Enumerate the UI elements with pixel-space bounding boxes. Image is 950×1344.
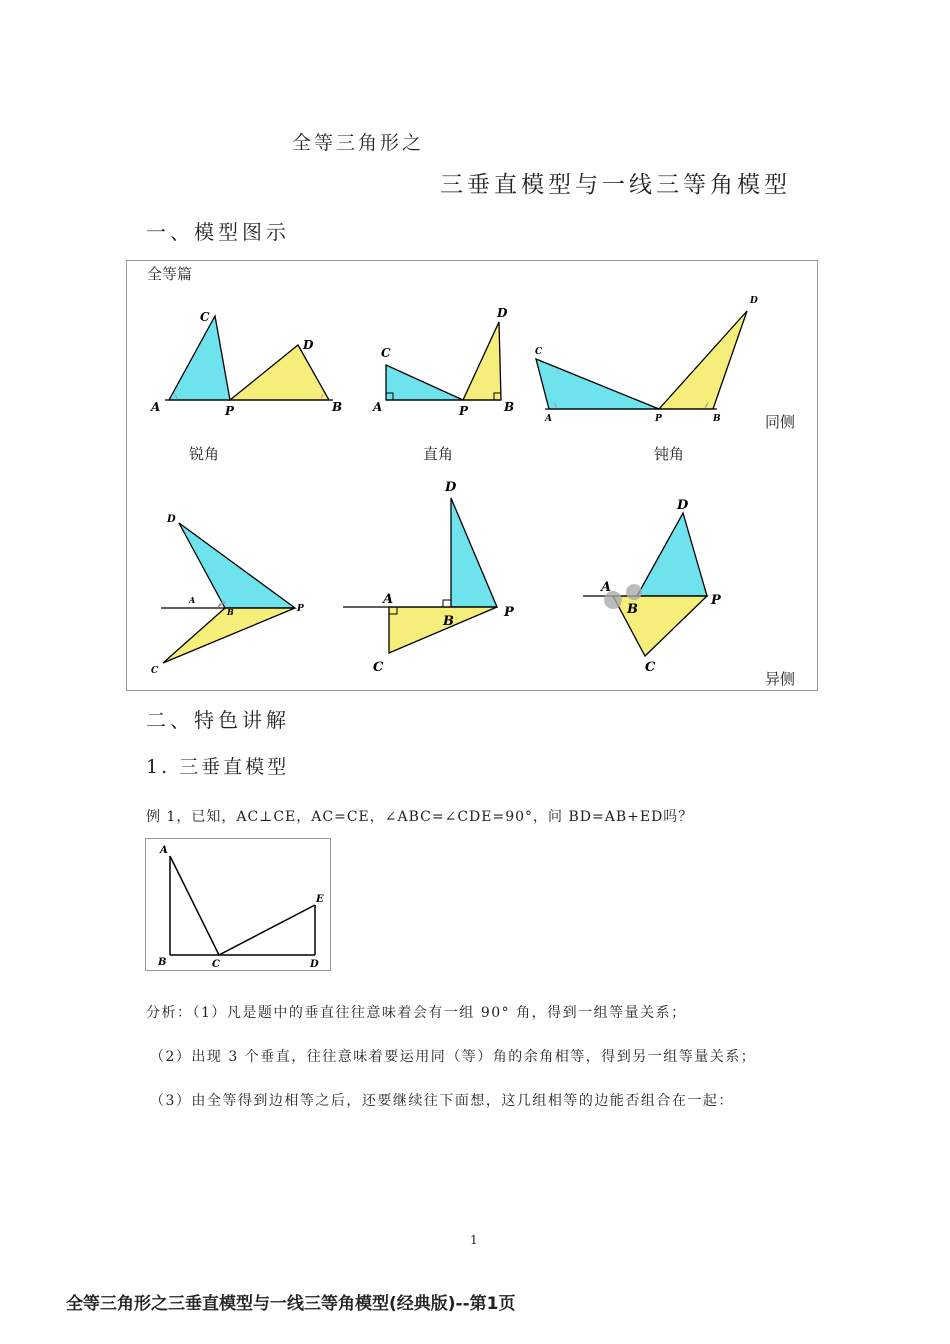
fig3-label-A: A: [545, 414, 552, 424]
fig5-label-D: D: [445, 480, 457, 495]
fig2-label-C: C: [381, 346, 391, 360]
fig2-label-B: B: [504, 400, 515, 414]
figure-acute: [150, 310, 342, 418]
title-line1: 全等三角形之: [292, 132, 425, 154]
fig3-label-B: B: [713, 414, 721, 424]
fig1-label-A: A: [151, 400, 161, 414]
footer-document-title: 全等三角形之三垂直模型与一线三等角模型(经典版)--第1页: [66, 1294, 516, 1314]
fig4-label-B: B: [227, 607, 234, 617]
caption-obtuse: 钝角: [654, 445, 685, 463]
fig6-label-B: B: [627, 602, 638, 617]
box-label-congruent: 全等篇: [147, 265, 193, 283]
figure-right: [372, 306, 514, 418]
subsection-heading-three-perpendicular: 1. 三垂直模型: [146, 756, 290, 778]
box-label-same-side: 同侧: [765, 413, 796, 431]
fig5-label-B: B: [443, 614, 454, 629]
caption-right: 直角: [423, 445, 454, 463]
section-heading-feature-explanation: 二、特色讲解: [146, 708, 290, 732]
fig3-label-D: D: [750, 296, 758, 306]
ex-label-D: D: [310, 959, 319, 970]
page-number: 1: [470, 1233, 478, 1247]
fig6-label-A: A: [601, 580, 612, 595]
section-heading-model-diagrams: 一、模型图示: [146, 220, 290, 244]
title-line2: 三垂直模型与一线三等角模型: [440, 172, 791, 198]
example-1-text: 例 1，已知，AC⊥CE，AC=CE，∠ABC=∠CDE=90°，问 BD=AB+ED吗？: [146, 809, 694, 825]
fig5-label-A: A: [383, 592, 394, 607]
fig1-label-C: C: [200, 310, 210, 324]
fig2-label-A: A: [373, 400, 383, 414]
ex-label-E: E: [316, 894, 324, 905]
figure-opposite-1: [151, 514, 304, 676]
fig6-label-D: D: [677, 498, 689, 513]
fig6-label-P: P: [711, 593, 721, 608]
fig3-label-P: P: [655, 414, 662, 424]
ex-label-C: C: [212, 959, 220, 970]
analysis-line-2: （2）出现 3 个垂直，往往意味着要运用同（等）角的余角相等，得到另一组等量关系；: [150, 1049, 757, 1065]
analysis-line-3: （3）由全等得到边相等之后，还要继续往下面想，这几组相等的边能否组合在一起：: [150, 1093, 734, 1109]
fig3-label-C: C: [535, 347, 543, 357]
figure-opposite-3: [583, 498, 722, 675]
ex-label-B: B: [158, 957, 167, 968]
fig4-label-D: D: [167, 514, 176, 525]
fig4-label-A: A: [189, 595, 196, 605]
fig5-label-P: P: [504, 605, 514, 620]
fig4-label-C: C: [151, 666, 159, 676]
fig5-label-C: C: [373, 660, 384, 675]
ex-label-A: A: [160, 845, 168, 856]
fig1-label-B: B: [332, 400, 343, 414]
fig4-label-P: P: [297, 604, 304, 614]
example-1-figure: [145, 838, 331, 971]
figure-opposite-2: [343, 480, 515, 675]
fig1-label-P: P: [225, 404, 235, 418]
fig1-label-D: D: [303, 338, 314, 352]
figure-obtuse: [535, 296, 758, 424]
analysis-line-1: 分析：（1）凡是题中的垂直往往意味着会有一组 90° 角，得到一组等量关系；: [146, 1005, 687, 1021]
caption-acute: 锐角: [189, 445, 220, 463]
model-diagrams-svg: [127, 261, 817, 690]
example-1-figure-svg: [146, 839, 330, 970]
model-diagram-box: [126, 260, 818, 691]
fig2-label-P: P: [459, 404, 469, 418]
fig6-label-C: C: [645, 660, 656, 675]
fig2-label-D: D: [497, 306, 508, 320]
box-label-other-side: 异侧: [765, 670, 796, 688]
